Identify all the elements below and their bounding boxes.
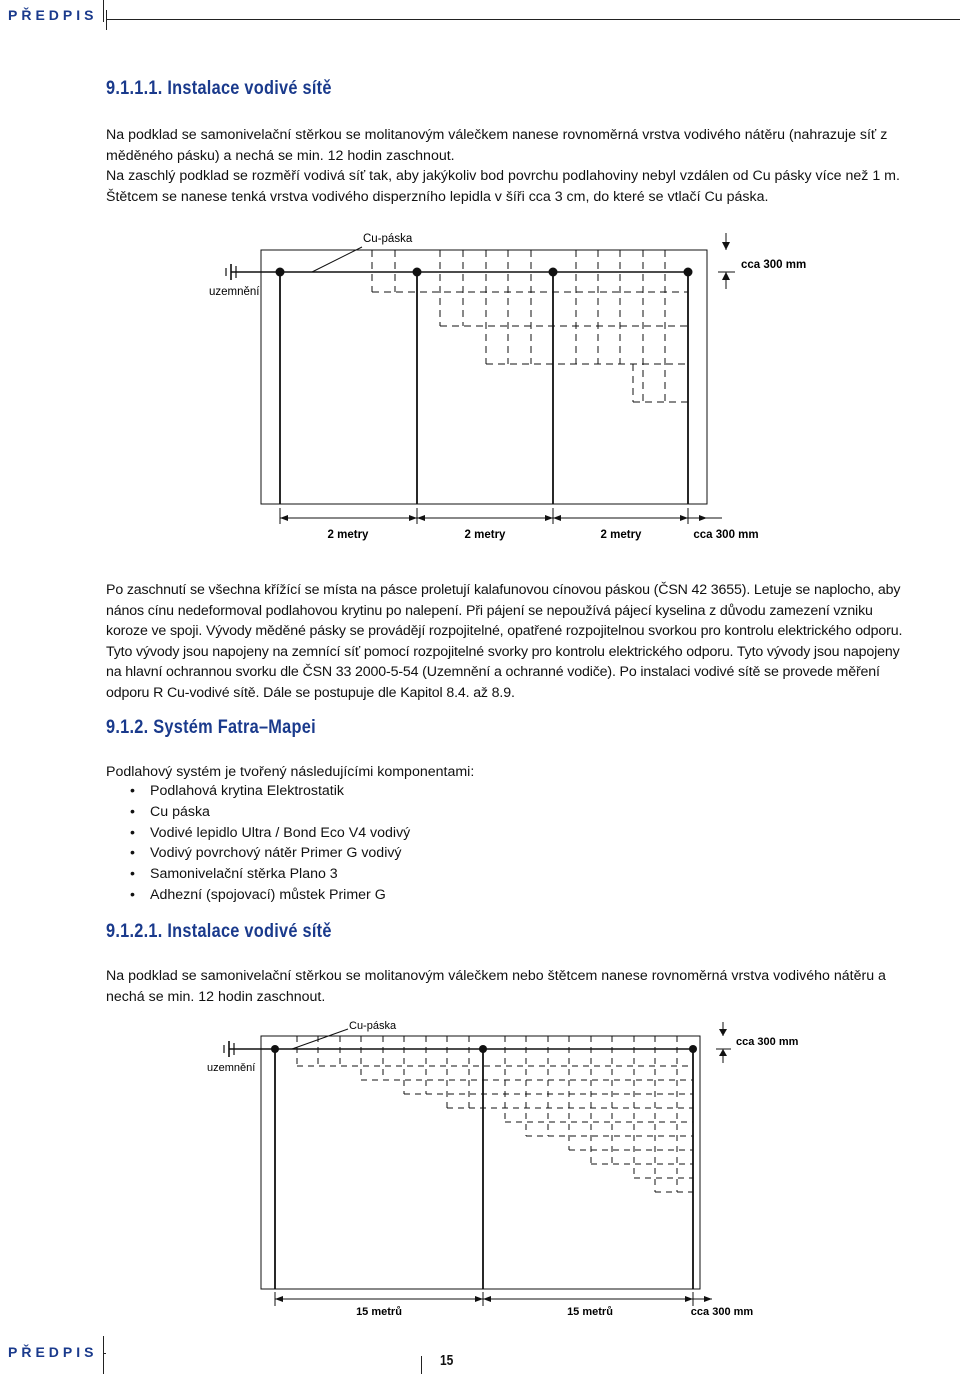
component-list (106, 781, 410, 906)
header-vertical-rule (103, 0, 104, 22)
junction-point (689, 1045, 697, 1053)
list-item: • Vodivý povrchový nátěr Primer G vodivý (106, 843, 410, 864)
ground-label: uzemnění (207, 1062, 256, 1074)
junction-point (276, 268, 285, 277)
dimension-label: 2 metry (327, 529, 369, 541)
top-dimension-label: cca 300 mm (741, 259, 807, 271)
footer-vertical-rule (103, 1336, 104, 1374)
junction-point (413, 268, 422, 277)
ground-label: uzemnění (209, 286, 260, 298)
page-number: 15 (440, 1352, 454, 1369)
section3-paragraph-1: Na podklad se samonivelační stěrkou se molitanovým válečkem nebo štětcem nanese rovnoměrná vrstva vodivého nátěru a nechá se min. 12 hodin zaschnout. (106, 968, 886, 1005)
section-heading-9-1-1-1: 9.1.1.1. Instalace vodivé sítě (106, 78, 332, 99)
section-heading-9-1-2: 9.1.2. Systém Fatra–Mapei (106, 717, 316, 738)
conductive-coating-grid (297, 1036, 693, 1192)
section1-paragraph-2: Na zaschlý podklad se rozměří vodivá síť tak, aby jakýkoliv bod povrchu podlahoviny nebyl vzdálen od Cu pásky více než 1 m. Štětcem se nanese tenká vrstva vodivého disperzního lepidla v šíři cca 3 cm, do které se vtlačí Cu páska. (106, 168, 900, 205)
grounding-grid-diagram-2 (0, 1015, 960, 1325)
header-rule (106, 19, 960, 20)
list-item: • Podlahová krytina Elektrostatik (106, 781, 410, 802)
arrow-up-icon (719, 1049, 727, 1056)
list-item: • Samonivelační stěrka Plano 3 (106, 864, 410, 885)
section1-paragraph-1: Na podklad se samonivelační stěrkou se molitanovým válečkem nanese rovnoměrná vrstva vodivého nátěru (nahrazuje síť z měděného pásku) a nechá se min. 12 hodin zaschnout. (106, 127, 888, 164)
floor-outline (261, 250, 707, 504)
cu-tape-label: Cu-páska (349, 1020, 397, 1032)
list-item: • Cu páska (106, 802, 410, 823)
list-item: • Adhezní (spojovací) můstek Primer G (106, 885, 410, 906)
junction-point (479, 1045, 487, 1053)
junction-point (549, 268, 558, 277)
list-item: • Vodivé lepidlo Ultra / Bond Eco V4 vodivý (106, 823, 410, 844)
footer-label: PŘEDPIS (8, 1344, 98, 1360)
arrow-up-icon (722, 272, 730, 280)
footer-tick (103, 1353, 106, 1354)
cu-tape-label: Cu-páska (363, 233, 413, 245)
header-vertical-rule-2 (106, 10, 107, 30)
section2-intro: Podlahový systém je tvořený následujícími komponentami: (106, 764, 475, 780)
footer-page-rule (421, 1356, 422, 1374)
dimension-label: 2 metry (464, 529, 506, 541)
dimension-label: 2 metry (600, 529, 642, 541)
arrow-down-icon (719, 1029, 727, 1036)
header-label: PŘEDPIS (8, 7, 98, 23)
dimension-label: cca 300 mm (693, 529, 759, 541)
dimension-label: 15 metrů (356, 1306, 402, 1318)
dimension-label: 15 metrů (567, 1306, 613, 1318)
junction-point (271, 1045, 279, 1053)
dimension-label: cca 300 mm (690, 1306, 754, 1318)
top-dimension-label: cca 300 mm (736, 1036, 799, 1048)
grounding-grid-diagram-1 (0, 225, 960, 550)
section-heading-9-1-2-1: 9.1.2.1. Instalace vodivé sítě (106, 921, 332, 942)
section1-paragraph-3: Po zaschnutí se všechna křížící se místa na pásce proletují kalafunovou cínovou páskou (ČSN 42 3655). Letuje se naplocho, aby nános cínu nedeformoval podlahovou krytinu po nalepení. Při pájení se nepoužívá pájecí kyselina z důvodu zamezení vzniku koroze ve spoji. Vývody měděné pásky se provádějí rozpojitelné, opatřené rozpojitelnou svorkou pro kontrolu elektrického odporu. Tyto vývody jsou napojeny na zemnící síť pomocí rozpojitelné svorky pro kontrolu elektrického odporu. Tyto vývody jsou napojeny na hlavní ochrannou svorku dle ČSN 33 2000-5-54 (Uzemnění a ochranné vodiče). Po instalaci vodivé sítě se provede měření odporu R Cu-vodivé sítě. Dále se postupuje dle Kapitol 8.4. až 8.9. (106, 582, 903, 701)
junction-point (684, 268, 693, 277)
arrow-down-icon (722, 242, 730, 250)
